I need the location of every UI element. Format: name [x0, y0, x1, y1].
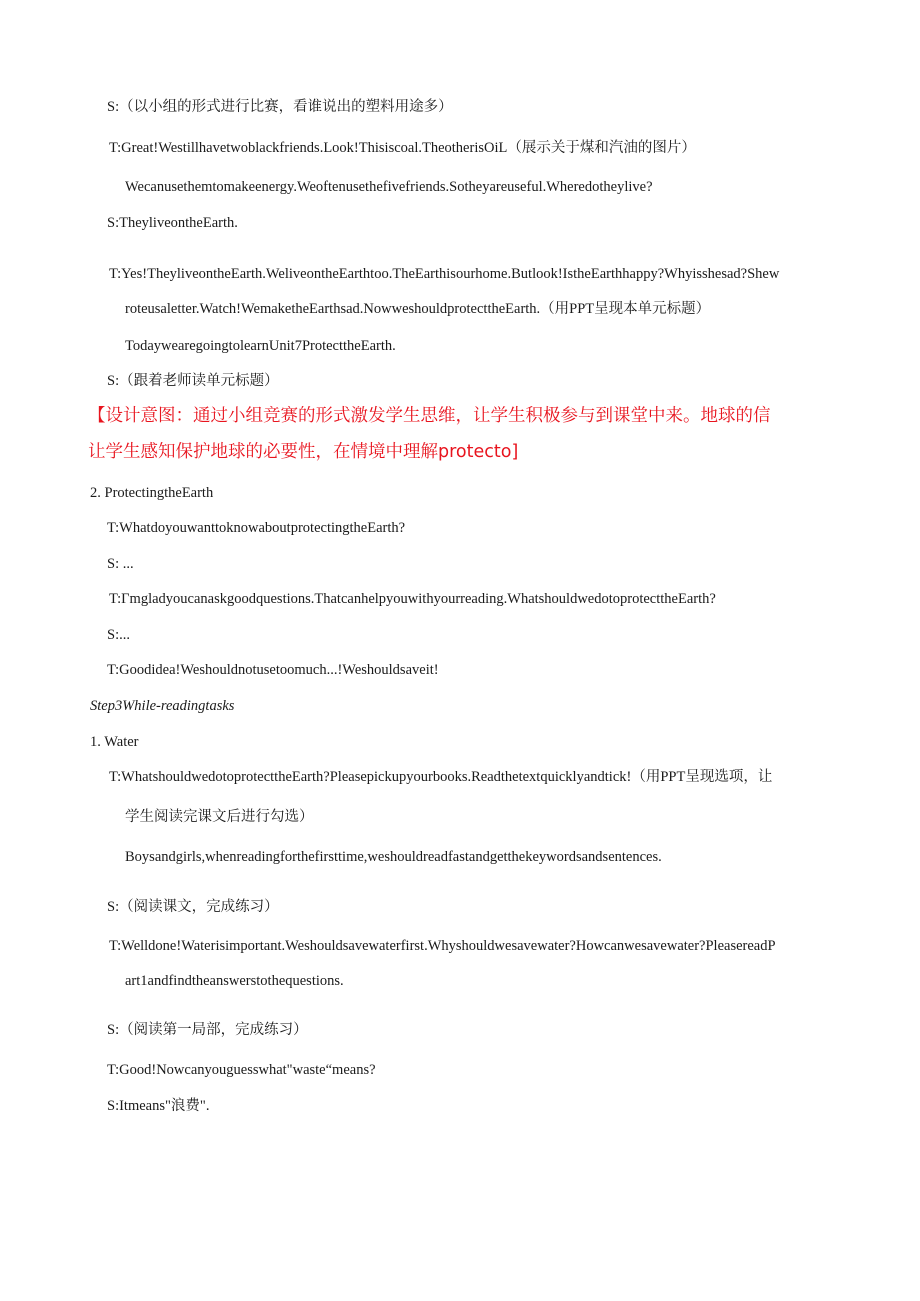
teacher-line-what-know: T:WhatdoyouwanttoknowaboutprotectingtheEarth? [107, 520, 406, 536]
teacher-line-read-tick: T:WhatshouldwedotoprotecttheEarth?Pleasepickupyourbooks.Readthetextquicklyandtick!（用PPT呈现选项，让 [109, 769, 773, 785]
teacher-line-guess-waste: T:Good!Nowcanyouguesswhat"waste“means? [107, 1062, 376, 1078]
student-line-read-title: S:（跟着老师读单元标题） [107, 373, 279, 389]
teacher-line-good-idea: T:Goodidea!Weshouldnotusetoomuch...!Weshouldsaveit! [107, 662, 439, 678]
teacher-line-coal-oil: T:Great!Westillhavetwoblackfriends.Look!Thisiscoal.TheotherisOiL（展示关于煤和汽油的图片） [109, 140, 696, 156]
teacher-line-energy: Wecanusethemtomakeenergy.Weoftenusethefivefriends.Sotheyareuseful.Wheredotheylive? [125, 179, 653, 195]
teacher-line-earth-sad: T:Yes!TheyliveontheEarth.WeliveontheEarthtoo.TheEarthisourhome.Butlook!IstheEarthhappy?Whyisshesad?Shew [109, 266, 780, 282]
student-line-read-part1: S:（阅读第一局部，完成练习） [107, 1022, 308, 1038]
section-heading-water: 1. Water [90, 734, 139, 750]
teacher-line-tick-cont: 学生阅读完课文后进行勾选） [125, 809, 314, 825]
teacher-line-read-fast: Boysandgirls,whenreadingforthefirsttime,weshouldreadfastandgetthekeywordsandsentences. [125, 849, 662, 865]
student-line-waste-means: S:Itmeans"浪费". [107, 1098, 210, 1114]
student-line-read-text: S:（阅读课文，完成练习） [107, 899, 279, 915]
teacher-line-letter: roteusaletter.Watch!WemaketheEarthsad.NowweshouldprotecttheEarth.（用PPT呈现本单元标题） [125, 301, 711, 317]
section-heading-protecting: 2. ProtectingtheEarth [90, 485, 214, 501]
student-line-ellipsis-2: S:... [107, 627, 130, 643]
design-intent-line-1: 【设计意图：通过小组竞赛的形式激发学生思维，让学生积极参与到课堂中来。地球的信 [88, 406, 771, 426]
student-line-earth: S:TheyliveontheEarth. [107, 215, 238, 231]
student-line-ellipsis-1: S: ... [107, 556, 134, 572]
teacher-line-part1: art1andfindtheanswerstothequestions. [125, 973, 344, 989]
step-heading-while-reading: Step3While-readingtasks [90, 698, 235, 714]
design-intent-line-2: 让学生感知保护地球的必要性，在情境中理解protecto] [88, 442, 519, 462]
teacher-line-unit-title: TodaywearegoingtolearnUnit7ProtecttheEarth. [125, 338, 396, 354]
teacher-line-save-water: T:Welldone!Waterisimportant.Weshouldsavewaterfirst.Whyshouldwesavewater?Howcanwesavewater?PleasereadP [109, 938, 776, 954]
teacher-line-good-questions: T:Γmgladyoucanaskgoodquestions.Thatcanhelpyouwithyourreading.WhatshouldwedotoprotecttheEarth? [109, 591, 716, 607]
student-line-plastic-contest: S:（以小组的形式进行比赛，看谁说出的塑料用途多） [107, 99, 453, 115]
